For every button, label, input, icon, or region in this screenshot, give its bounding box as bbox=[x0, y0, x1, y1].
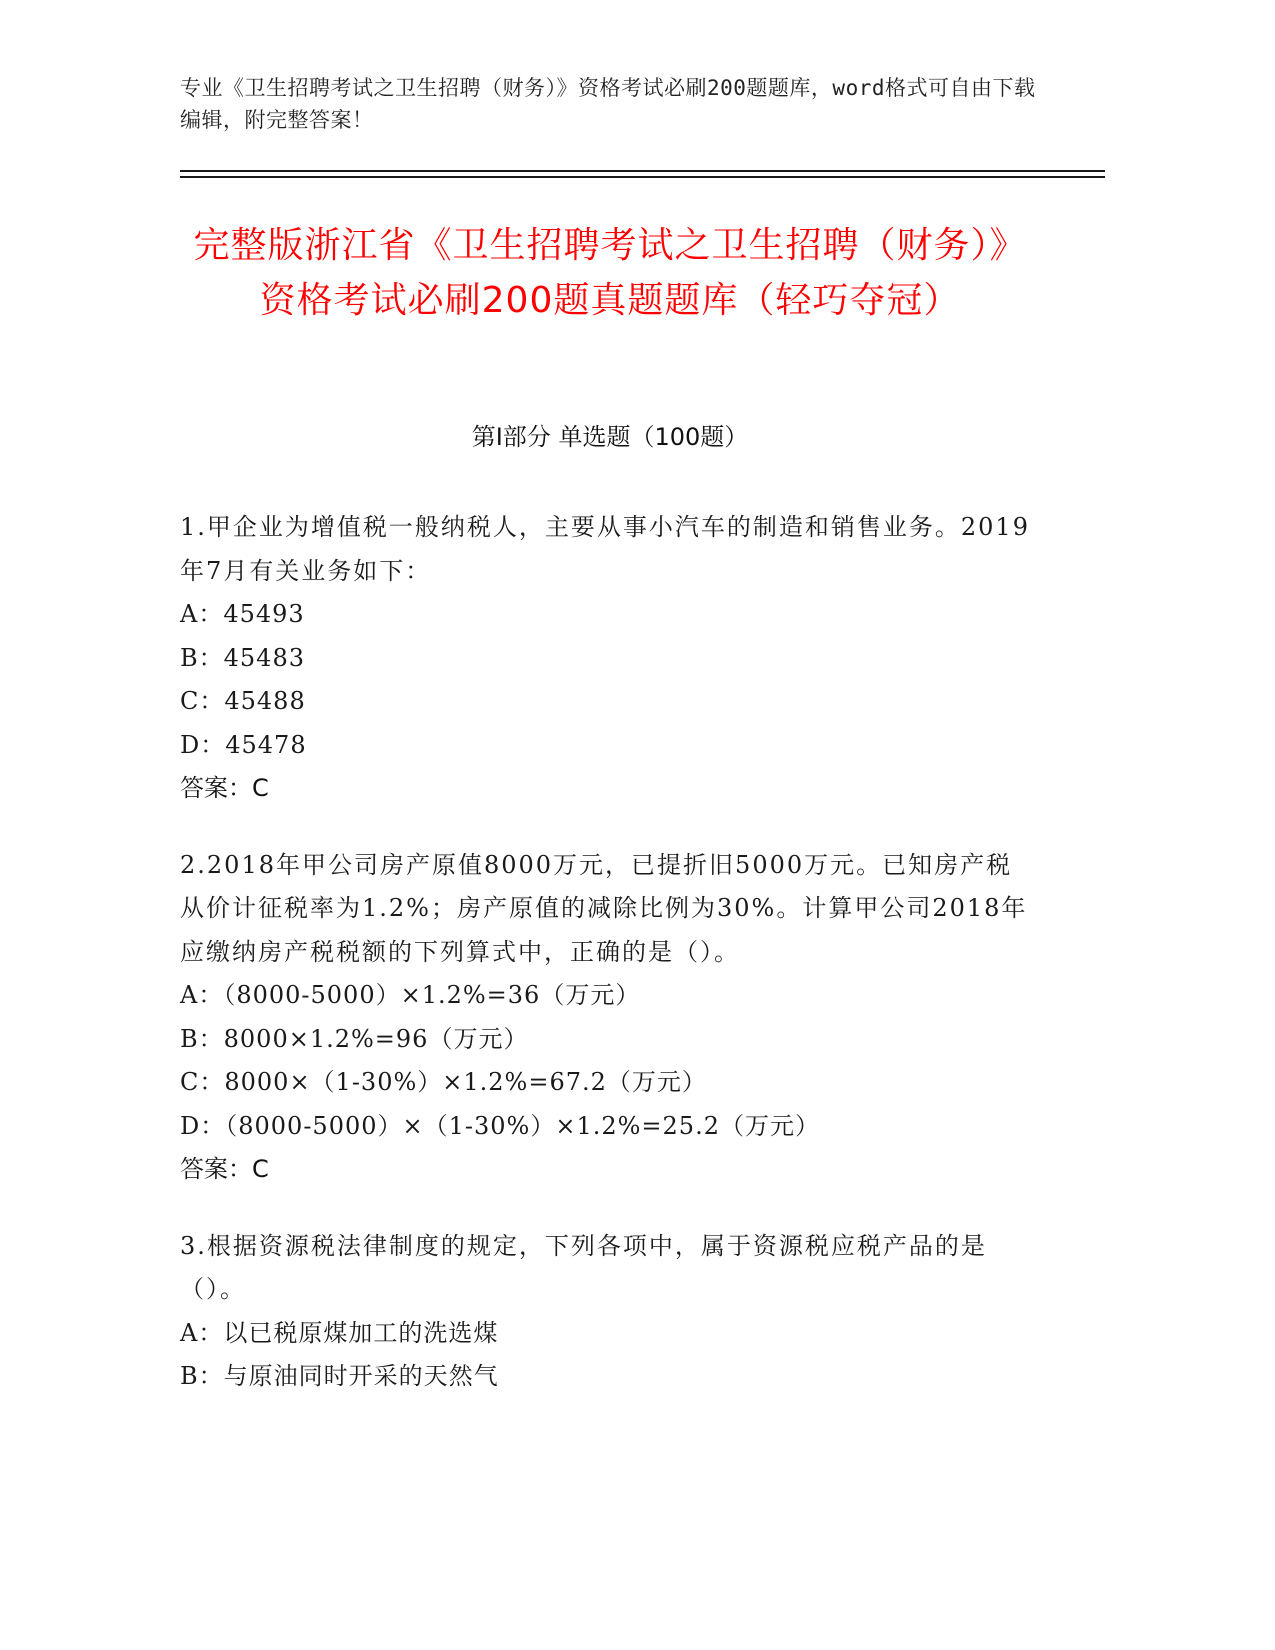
header-divider-top bbox=[180, 170, 1105, 172]
option-a: A：45493 bbox=[180, 600, 305, 628]
option-d: D：45478 bbox=[180, 730, 307, 759]
answer-label: 答案：C bbox=[180, 774, 269, 802]
option-b: B：8000×1.2%=96（万元） bbox=[180, 1024, 529, 1053]
option-c: C：45488 bbox=[180, 687, 306, 715]
option-d: D：（8000-5000）×（1-30%）×1.2%=25.2（万元） bbox=[180, 1111, 820, 1140]
option-c: C：8000×（1-30%）×1.2%=67.2（万元） bbox=[180, 1068, 707, 1096]
question-2 bbox=[180, 844, 1030, 1192]
question-stem: 1.甲企业为增值税一般纳税人，主要从事小汽车的制造和销售业务。2019年7月有关业务如下： bbox=[180, 513, 1030, 585]
answer-label: 答案：C bbox=[180, 1155, 269, 1183]
question-1 bbox=[180, 506, 1030, 811]
question-3 bbox=[180, 1225, 1030, 1399]
option-b: B：与原油同时开采的天然气 bbox=[180, 1362, 499, 1390]
question-list bbox=[180, 506, 1030, 1432]
document-title: 完整版浙江省《卫生招聘考试之卫生招聘（财务）》资格考试必刷200题真题题库（轻巧夺冠） bbox=[193, 225, 1027, 321]
option-a: A：以已税原煤加工的洗选煤 bbox=[180, 1318, 499, 1347]
question-stem: 2.2018年甲公司房产原值8000万元，已提折旧5000万元。已知房产税从价计征税率为1.2%；房产原值的减除比例为30%。计算甲公司2018年应缴纳房产税税额的下列算式中，正确的是（）。 bbox=[180, 850, 1028, 966]
header-divider-bottom bbox=[180, 176, 1105, 178]
option-a: A：（8000-5000）×1.2%=36（万元） bbox=[180, 981, 641, 1009]
document-intro: 专业《卫生招聘考试之卫生招聘（财务）》资格考试必刷200题题库，word格式可自由下载编辑，附完整答案！ bbox=[180, 76, 1036, 132]
section-title: 第Ⅰ部分 单选题（100题） bbox=[471, 423, 749, 451]
question-stem: 3.根据资源税法律制度的规定，下列各项中，属于资源税应税产品的是（）。 bbox=[180, 1231, 987, 1303]
option-b: B：45483 bbox=[180, 643, 305, 672]
